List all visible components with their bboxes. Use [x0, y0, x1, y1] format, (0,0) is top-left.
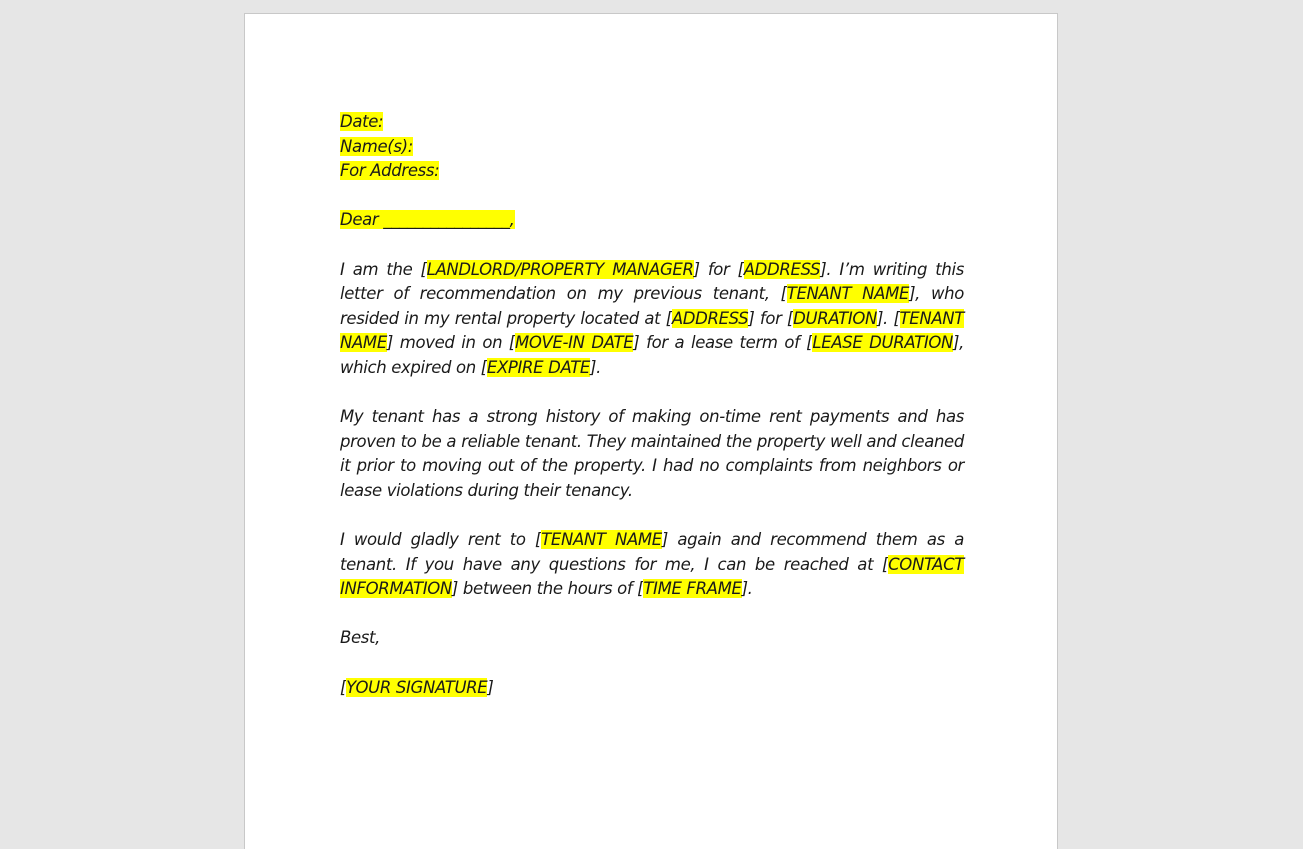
- paragraph-introduction: [340, 258, 964, 381]
- signature-line: [340, 676, 964, 701]
- placeholder-tenant-name: TENANT NAME: [541, 530, 662, 550]
- placeholder-address: ADDRESS: [671, 308, 749, 328]
- paragraph-recommendation: [340, 528, 964, 602]
- names-label: Name(s):: [340, 136, 413, 156]
- text-run: ]. I’m writing this letter of recommendation on my previous tenant, [: [340, 259, 964, 304]
- text-run: ] between the hours of [: [451, 579, 644, 599]
- date-label: Date:: [340, 112, 384, 131]
- placeholder-time-frame: TIME FRAME: [643, 579, 742, 599]
- closing: Best,: [340, 628, 381, 648]
- letter-header: [340, 110, 964, 184]
- document-page: [244, 13, 1058, 849]
- text-run: ]. [: [876, 308, 900, 328]
- placeholder-duration: DURATION: [793, 308, 877, 328]
- paragraph-tenant-history: My tenant has a strong history of making on-time rent payments and has proven to be a reliable tenant. They maintained the property well and cleaned it prior to moving out of the property. I had no complaints from neighbors or lease violations during their tenancy.: [340, 407, 964, 500]
- text-run: ] for [: [748, 308, 794, 328]
- text-run: ].: [741, 579, 753, 599]
- text-run: ].: [590, 357, 601, 377]
- placeholder-tenant-name: TENANT NAME: [786, 284, 910, 304]
- text-run: I am the [: [340, 259, 427, 279]
- bracket-close: ]: [487, 677, 494, 697]
- placeholder-address: ADDRESS: [743, 259, 821, 279]
- salutation: [340, 208, 964, 233]
- text-run: ] for [: [693, 259, 744, 279]
- salutation-text: Dear ________________,: [340, 210, 515, 230]
- text-run: ], who resided in my rental property located at [: [340, 284, 965, 328]
- placeholder-lease-duration: LEASE DURATION: [812, 333, 953, 353]
- placeholder-tenant-name: TENANT NAME: [340, 308, 965, 353]
- placeholder-landlord: LANDLORD/PROPERTY MANAGER: [426, 259, 694, 279]
- placeholder-move-in-date: MOVE-IN DATE: [515, 333, 634, 353]
- bracket-open: [: [340, 677, 347, 697]
- address-label: For Address:: [340, 161, 440, 181]
- text-run: ] for a lease term of [: [633, 333, 813, 353]
- letter-body: [340, 110, 964, 725]
- text-run: ] moved in on [: [386, 333, 516, 353]
- text-run: ], which expired on [: [340, 333, 964, 377]
- placeholder-contact-information: CONTACT INFORMATION: [340, 554, 964, 599]
- text-run: ] again and recommend them as a tenant. If you have any questions for me, I can be reached at [: [340, 530, 965, 574]
- text-run: I would gladly rent to [: [340, 530, 542, 550]
- placeholder-signature: YOUR SIGNATURE: [346, 677, 488, 697]
- placeholder-expire-date: EXPIRE DATE: [486, 357, 591, 377]
